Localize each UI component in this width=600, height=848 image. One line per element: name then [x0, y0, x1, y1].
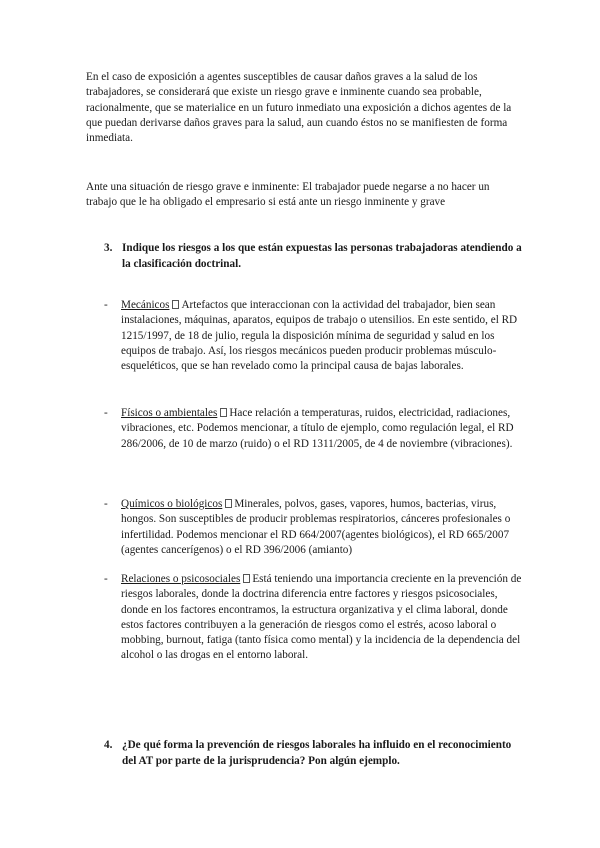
- risk-item-quimicos: [104, 497, 524, 558]
- risk-term: Químicos o biológicos: [121, 498, 223, 510]
- list-bullet: -: [104, 498, 108, 510]
- missing-glyph-icon: [172, 300, 179, 309]
- risk-term: Físicos o ambientales: [121, 407, 218, 419]
- risk-description: Hace relación a temperaturas, ruidos, electricidad, radiaciones, vibraciones, etc. Podemos mencionar, a título de ejemplo, como regulación legal, el RD 286/2006, de 10 de marzo (ruido) o el RD 1311/2005, de 4 de noviembre (vibraciones).: [121, 407, 514, 450]
- question-4-text: ¿De qué forma la prevención de riesgos laborales ha influido en el reconocimiento del AT por parte de la jurisprudencia? Pon algún ejemplo.: [122, 739, 512, 767]
- question-3-text: Indique los riesgos a los que están expuestas las personas trabajadoras atendiendo a la clasificación doctrinal.: [122, 242, 522, 270]
- missing-glyph-icon: [220, 408, 227, 417]
- risk-item-mecanicos: [104, 298, 524, 374]
- risk-item-psicosociales: [104, 572, 524, 664]
- list-bullet: -: [104, 573, 108, 585]
- risk-term: Relaciones o psicosociales: [121, 573, 241, 585]
- list-bullet: -: [104, 407, 108, 419]
- risk-description: Minerales, polvos, gases, vapores, humos, bacterias, virus, hongos. Son susceptibles de producir problemas respiratorios, cánceres profesionales o infertilidad. Podemos mencionar el RD 664/2007(agentes biológicos), el RD 665/2007 (agentes cancerígenos) o el RD 396/2006 (amianto): [121, 498, 511, 556]
- list-bullet: -: [104, 299, 108, 311]
- risk-description: Está teniendo una importancia creciente en la prevención de riesgos laborales, donde la doctrina diferencia entre factores y riesgos psicosociales, donde en los factores encontramos, la estructura organizativa y el clima laboral, donde estos factores contribuyen a la generación de riesgos como el estrés, acoso laboral o mobbing, burnout, fatiga (tanto física como mental) y la incidencia de la dependencia del alcohol o las drogas en el entorno laboral.: [121, 573, 522, 662]
- intro-paragraph-1: En el caso de exposición a agentes susceptibles de causar daños graves a la salud de los trabajadores, se considerará que existe un riesgo grave e inminente cuando sea probable, racionalmente, que se materialice en un futuro inmediato una exposición a dichos agentes de la que puedan derivarse daños graves para la salud, aun cuando éstos no se manifiesten de forma inmediata.: [86, 71, 512, 145]
- question-3-heading: [104, 240, 524, 272]
- risk-term: Mecánicos: [121, 299, 170, 311]
- missing-glyph-icon: [225, 499, 232, 508]
- question-3-number: 3.: [104, 242, 113, 254]
- missing-glyph-icon: [243, 574, 250, 583]
- risk-description: Artefactos que interaccionan con la actividad del trabajador, bien sean instalaciones, máquinas, aparatos, equipos de trabajo o utensilios. En este sentido, el RD 1215/1997, de 18 de julio, regula la disposición mínima de seguridad y salud en los equipos de trabajo. Así, los riesgos mecánicos pueden producir problemas músculo-esqueléticos, que se han revelado como la principal causa de bajas laborales.: [121, 299, 518, 373]
- question-4-heading: [104, 737, 524, 769]
- risk-item-fisicos: [104, 406, 524, 452]
- intro-paragraph-2: Ante una situación de riesgo grave e inminente: El trabajador puede negarse a no hacer un trabajo que le ha obligado el empresario si está ante un riesgo inminente y grave: [86, 181, 490, 209]
- question-4-number: 4.: [104, 739, 113, 751]
